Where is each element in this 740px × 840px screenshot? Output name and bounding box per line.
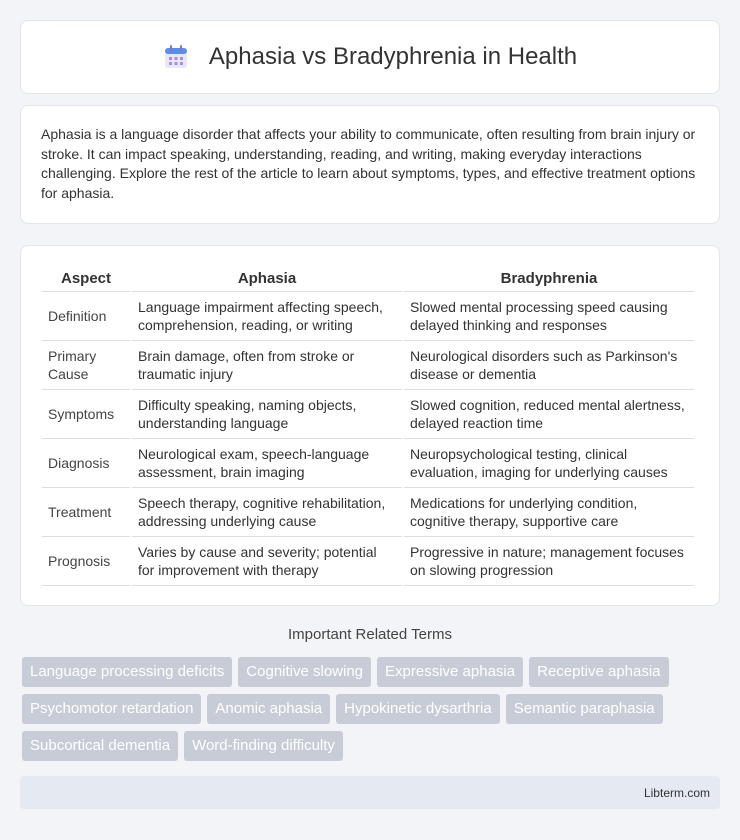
row-bradyphrenia: Slowed cognition, reduced mental alertness, delayed reaction time xyxy=(404,390,694,439)
row-bradyphrenia: Neurological disorders such as Parkinson's disease or dementia xyxy=(404,341,694,390)
page-title: Aphasia vs Bradyphrenia in Health xyxy=(208,43,578,70)
related-terms-title: Important Related Terms xyxy=(288,626,452,643)
related-term-tag[interactable]: Hypokinetic dysarthria xyxy=(336,694,500,724)
intro-text: Aphasia is a language disorder that affects your ability to communicate, often resulting from brain injury or stroke. It can impact speaking, understanding, reading, and writing, making everyday interactions challenging. Explore the rest of the article to learn about symptoms, types, and effective treatment options for aphasia. xyxy=(41,126,696,201)
table-row xyxy=(42,537,694,586)
footer-site-link[interactable]: Libterm.com xyxy=(643,786,710,800)
table-row xyxy=(42,439,694,488)
related-term-tag[interactable]: Semantic paraphasia xyxy=(506,694,663,724)
related-term-tag[interactable]: Psychomotor retardation xyxy=(22,694,201,724)
row-aspect: Definition xyxy=(42,292,130,341)
row-bradyphrenia: Neuropsychological testing, clinical evaluation, imaging for underlying causes xyxy=(404,439,694,488)
footer xyxy=(20,776,720,809)
row-aspect: Prognosis xyxy=(42,537,130,586)
related-term-tag[interactable]: Subcortical dementia xyxy=(22,731,178,761)
header-bradyphrenia: Bradyphrenia xyxy=(404,265,694,292)
related-term-tag[interactable]: Anomic aphasia xyxy=(207,694,330,724)
row-aphasia: Difficulty speaking, naming objects, understanding language xyxy=(132,390,402,439)
row-aspect: Symptoms xyxy=(42,390,130,439)
row-aphasia: Varies by cause and severity; potential for improvement with therapy xyxy=(132,537,402,586)
related-term-tag[interactable]: Receptive aphasia xyxy=(529,657,668,687)
row-aspect: Primary Cause xyxy=(42,341,130,390)
related-term-tag[interactable]: Expressive aphasia xyxy=(377,657,523,687)
table-row xyxy=(42,292,694,341)
related-terms-tags xyxy=(22,657,722,761)
comparison-table xyxy=(40,265,696,586)
related-term-tag[interactable]: Language processing deficits xyxy=(22,657,232,687)
table-row xyxy=(42,390,694,439)
table-header-row xyxy=(42,265,694,292)
header-aphasia: Aphasia xyxy=(132,265,402,292)
intro-card xyxy=(20,105,720,224)
row-bradyphrenia: Slowed mental processing speed causing delayed thinking and responses xyxy=(404,292,694,341)
row-aphasia: Brain damage, often from stroke or traumatic injury xyxy=(132,341,402,390)
header-card xyxy=(20,20,720,94)
related-term-tag[interactable]: Word-finding difficulty xyxy=(184,731,343,761)
row-aphasia: Language impairment affecting speech, comprehension, reading, or writing xyxy=(132,292,402,341)
row-aspect: Diagnosis xyxy=(42,439,130,488)
row-aphasia: Speech therapy, cognitive rehabilitation, addressing underlying cause xyxy=(132,488,402,537)
related-term-tag[interactable]: Cognitive slowing xyxy=(238,657,371,687)
header-aspect: Aspect xyxy=(42,265,130,292)
row-aspect: Treatment xyxy=(42,488,130,537)
table-row xyxy=(42,341,694,390)
calendar-icon xyxy=(163,44,189,70)
table-row xyxy=(42,488,694,537)
row-bradyphrenia: Progressive in nature; management focuses on slowing progression xyxy=(404,537,694,586)
comparison-table-card xyxy=(20,245,720,606)
row-aphasia: Neurological exam, speech-language assessment, brain imaging xyxy=(132,439,402,488)
row-bradyphrenia: Medications for underlying condition, cognitive therapy, supportive care xyxy=(404,488,694,537)
